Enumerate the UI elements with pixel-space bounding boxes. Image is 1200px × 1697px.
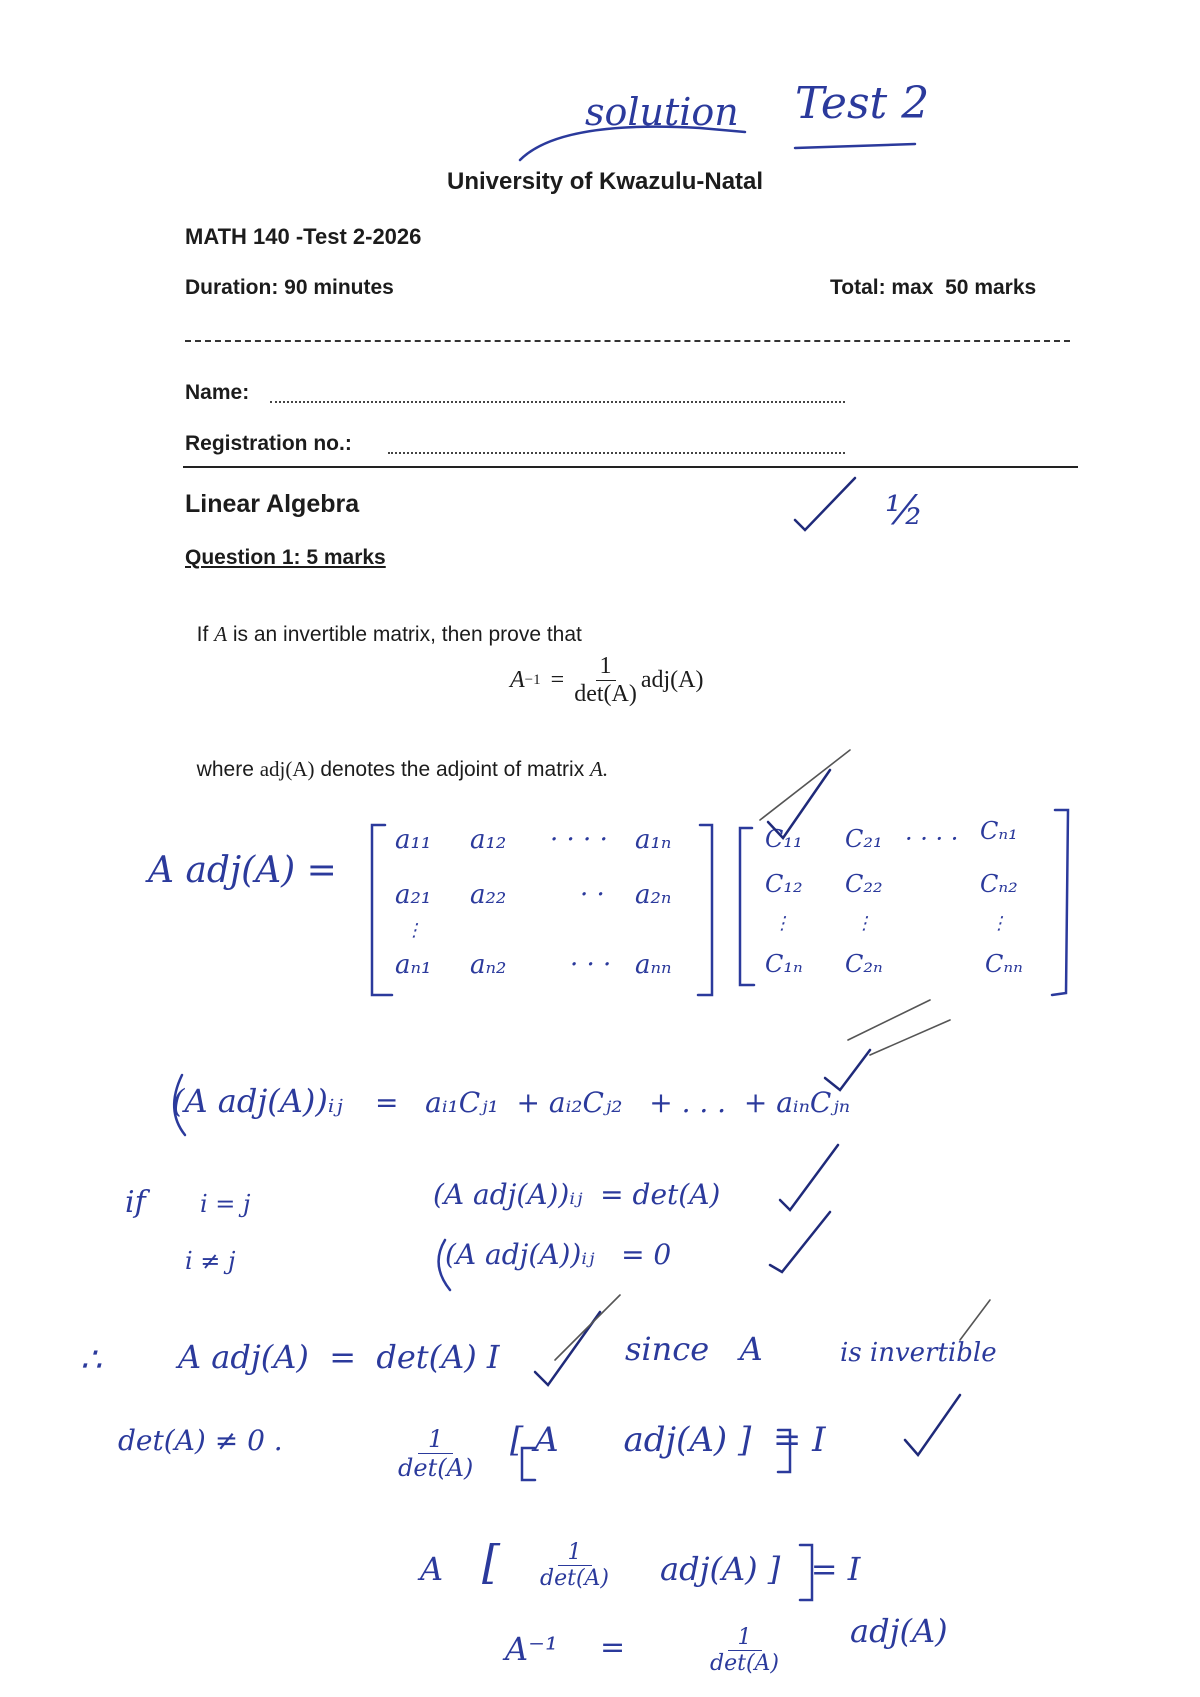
registration-field-dots	[388, 452, 845, 454]
solution-line-6-lhs: A⁻¹	[505, 1630, 558, 1668]
matrix-c-cell: Cₙ₂	[980, 870, 1018, 898]
matrix-a-cell: a₂₂	[470, 880, 507, 910]
solution-line-3: A adj(A) = det(A) I	[178, 1338, 500, 1376]
solution-line-4-left: det(A) ≠ 0 .	[118, 1424, 283, 1457]
tick-mark	[770, 1212, 830, 1272]
solution-line-3-tail: is invertible	[840, 1338, 997, 1368]
course-title: MATH 140 -Test 2-2026	[185, 224, 422, 249]
matrix-c-ellipsis: · · · ·	[905, 825, 959, 853]
grader-slash	[848, 1000, 930, 1040]
question-prompt: If A is an invertible matrix, then prove that	[196, 622, 582, 646]
matrix-c-vdots: ⋮	[855, 913, 873, 934]
handwritten-test-title: Test 2	[795, 78, 930, 129]
name-label: Name:	[185, 381, 250, 404]
matrix-c-vdots: ⋮	[990, 913, 1008, 934]
solution-line-4-fraction: 1 det(A)	[398, 1425, 474, 1482]
matrix-c-cell: Cₙ₁	[980, 817, 1018, 845]
solution-line-3-since: since A	[625, 1330, 763, 1368]
matrix-c-cell: C₂₂	[845, 870, 883, 898]
solution-line-5-expr: adj(A) ] = I	[660, 1550, 861, 1588]
matrix-a-ellipsis: · · · ·	[550, 825, 608, 855]
total-marks: Total: max 50 marks	[830, 276, 1037, 299]
solution-line-6-eq: =	[600, 1630, 626, 1665]
matrix-c-cell: C₁₂	[765, 870, 803, 898]
matrix-c-cell: C₁₁	[765, 825, 803, 853]
test-underline	[795, 144, 915, 148]
matrix-a-cell: a₂₁	[395, 880, 432, 910]
case-if-label: if	[125, 1185, 146, 1220]
solution-line-2-rhs: = aᵢ₁Cⱼ₁ + aᵢ₂Cⱼ₂ + . . . + aᵢₙCⱼₙ	[375, 1086, 851, 1119]
university-name: University of Kwazulu-Natal	[447, 168, 764, 195]
matrix-c-cell: C₁ₙ	[765, 950, 803, 978]
tick-mark	[535, 1312, 600, 1385]
solution-line-4-expr: [ A adj(A) ] = I	[510, 1420, 826, 1460]
tick-mark	[905, 1395, 960, 1455]
solution-line-6-fraction: 1 det(A)	[710, 1625, 779, 1676]
question-title: Question 1: 5 marks	[185, 546, 386, 569]
matrix-a	[370, 825, 700, 995]
where-clause: where adj(A) denotes the adjoint of matrix A.	[196, 757, 609, 781]
case-1-condition: i = j	[200, 1190, 251, 1218]
solution-line-2-lhs: (A adj(A))ᵢⱼ	[172, 1082, 343, 1120]
matrix-a-right-bracket	[698, 825, 712, 995]
matrix-c-cell: C₂ₙ	[845, 950, 883, 978]
matrix-c-cell: C₂₁	[845, 825, 883, 853]
matrix-a-cell: aₙ₂	[470, 950, 507, 980]
solution-line-1-lhs: A adj(A) =	[148, 850, 337, 891]
section-title: Linear Algebra	[185, 490, 360, 518]
header-rule	[183, 466, 1078, 468]
section-mark-note: ½	[885, 488, 924, 534]
matrix-a-ellipsis: · · ·	[570, 950, 612, 980]
handwritten-solution-title: solution	[585, 90, 739, 134]
matrix-a-cell: a₁₁	[395, 825, 432, 855]
solution-line-5-fraction: 1 det(A)	[540, 1540, 609, 1591]
grader-slash	[870, 1020, 950, 1055]
case-2-condition: i ≠ j	[185, 1247, 236, 1275]
grader-slash	[760, 750, 850, 820]
name-field-dots	[270, 401, 845, 403]
tick-mark	[780, 1145, 838, 1210]
matrix-a-ellipsis: · ·	[580, 880, 605, 910]
registration-label: Registration no.:	[185, 432, 352, 455]
case-1-expression: (A adj(A))ᵢⱼ = det(A)	[433, 1178, 721, 1211]
grader-slash	[960, 1300, 990, 1340]
grader-slash	[555, 1295, 620, 1360]
matrix-c-cell: Cₙₙ	[985, 950, 1023, 978]
tick-mark	[795, 478, 855, 530]
matrix-a-cell: a₁ₙ	[635, 825, 672, 855]
matrix-a-cell: aₙ₁	[395, 950, 432, 980]
duration: Duration: 90 minutes	[185, 276, 394, 299]
tick-mark	[825, 1050, 870, 1090]
matrix-cofactor	[745, 817, 1075, 995]
matrix-a-cell: a₁₂	[470, 825, 507, 855]
solution-line-5-open-bracket: [	[482, 1535, 500, 1589]
solution-line-5-a: A	[420, 1550, 444, 1588]
dashed-separator	[185, 340, 1070, 342]
solution-line-6-rhs: adj(A)	[850, 1612, 948, 1650]
matrix-a-vdots: ⋮	[405, 920, 423, 941]
inverse-formula: A −1 = 1 det(A) adj(A)	[510, 652, 704, 707]
therefore-symbol: ∴	[80, 1340, 102, 1380]
matrix-a-cell: aₙₙ	[635, 950, 672, 980]
case-2-expression: (A adj(A))ᵢⱼ = 0	[445, 1238, 672, 1271]
matrix-a-cell: a₂ₙ	[635, 880, 672, 910]
matrix-c-vdots: ⋮	[773, 913, 791, 934]
